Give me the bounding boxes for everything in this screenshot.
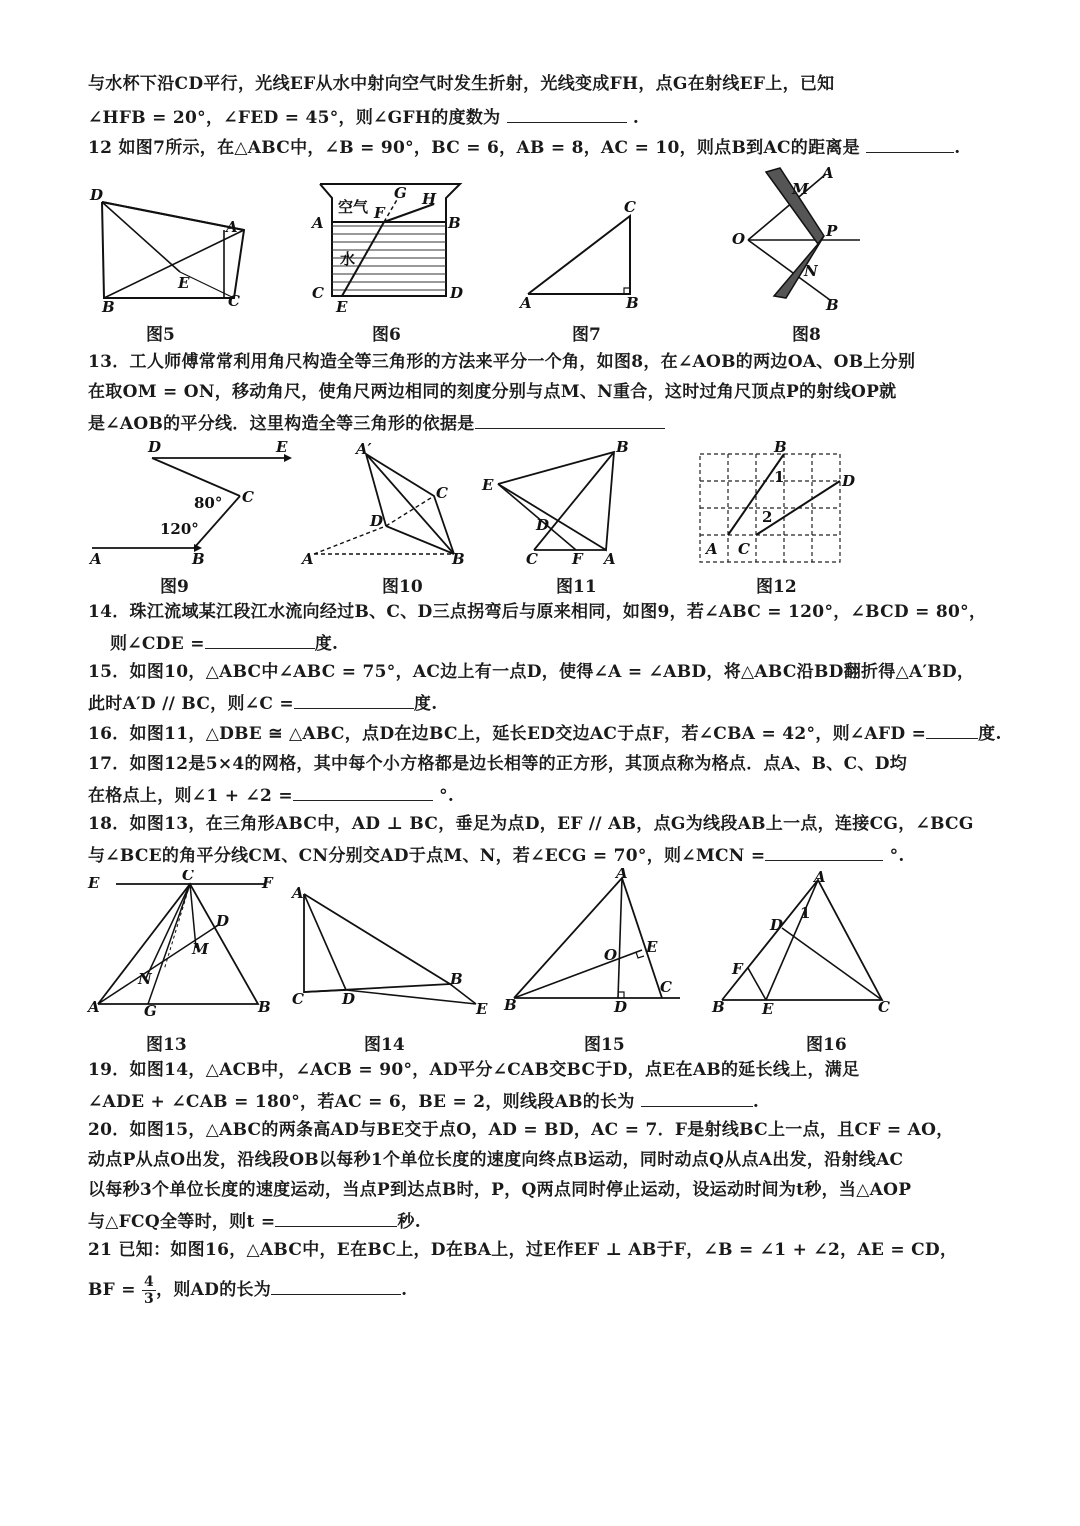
q13-line3: 是∠AOB的平分线．这里构造全等三角形的依据是 — [88, 410, 665, 436]
answer-blank-14[interactable] — [205, 630, 315, 649]
caption-fig7: 图7 — [572, 325, 601, 345]
svg-text:B: B — [102, 298, 115, 316]
figure-6 — [310, 178, 470, 318]
svg-text:E: E — [276, 438, 288, 456]
q20-line3: 以每秒3个单位长度的速度运动，当点P到达点B时，P，Q两点同时停止运动，设运动时间为t秒，当△AOP — [88, 1180, 912, 1200]
figure-10 — [300, 440, 480, 570]
answer-blank-15[interactable] — [294, 690, 414, 709]
q20-line1: 20．如图15，△ABC的两条高AD与BE交于点O，AD = BD，AC = 7．F是射线BC上一点，且CF = AO， — [88, 1120, 954, 1140]
svg-text:E: E — [178, 274, 190, 292]
caption-fig15: 图15 — [584, 1035, 625, 1055]
svg-text:A′: A′ — [356, 440, 372, 458]
svg-text:D: D — [370, 512, 384, 530]
svg-text:A: A — [616, 868, 628, 882]
q17-line1: 17．如图12是5×4的网格，其中每个小方格都是边长相等的正方形，其顶点称为格点．点A、B、C、D均 — [88, 754, 908, 774]
figure-9 — [88, 436, 298, 572]
answer-blank-16[interactable] — [926, 720, 978, 739]
svg-text:A: A — [706, 540, 718, 558]
answer-blank-13[interactable] — [475, 410, 665, 429]
svg-text:A: A — [88, 998, 100, 1016]
q21-line1: 21 已知：如图16，△ABC中，E在BC上，D在BA上，过E作EF ⊥ AB于F，∠B = ∠1 + ∠2，AE = CD， — [88, 1240, 958, 1260]
q19-line2: ∠ADE + ∠CAB = 180°，若AC = 6，BE = 2，则线段AB的长为 . — [88, 1088, 759, 1114]
answer-blank-12[interactable] — [866, 134, 954, 153]
svg-text:C: C — [526, 550, 538, 568]
svg-text:1: 1 — [774, 468, 785, 486]
answer-blank-17[interactable] — [293, 782, 433, 801]
svg-text:C: C — [292, 990, 304, 1008]
q11-line2: ∠HFB = 20°，∠FED = 45°，则∠GFH的度数为 . — [88, 104, 639, 130]
svg-text:120°: 120° — [160, 520, 199, 538]
svg-text:C: C — [242, 488, 254, 506]
fraction-4-3: $\frac{4}{3}$ — [144, 1274, 155, 1307]
svg-text:M: M — [792, 180, 809, 198]
svg-text:D: D — [342, 990, 356, 1008]
q16-line: 16．如图11，△DBE ≅ △ABC，点D在边BC上，延长ED交边AC于点F，若∠CBA = 42°，则∠AFD = 度. — [88, 720, 1002, 746]
svg-text:水: 水 — [340, 250, 356, 268]
svg-text:2: 2 — [762, 508, 773, 526]
figure-15 — [500, 868, 690, 1018]
svg-text:B: B — [774, 440, 787, 456]
svg-text:80°: 80° — [194, 494, 223, 512]
caption-fig5: 图5 — [146, 325, 175, 345]
svg-text:D: D — [450, 284, 464, 302]
figure-14 — [290, 880, 500, 1020]
figure-7 — [516, 196, 646, 316]
figure-8 — [726, 164, 876, 314]
svg-text:N: N — [804, 262, 818, 280]
figure-5 — [84, 180, 254, 320]
caption-fig9: 图9 — [160, 577, 189, 597]
q14-line1: 14．珠江流域某江段江水流向经过B、C、D三点拐弯后与原来相同，如图9，若∠ABC = 120°，∠BCD = 80°， — [88, 602, 987, 622]
svg-text:E: E — [476, 1000, 488, 1018]
q13-line1: 13．工人师傅常常利用角尺构造全等三角形的方法来平分一个角，如图8，在∠AOB的两边OA、OB上分别 — [88, 352, 916, 372]
caption-fig12: 图12 — [756, 577, 797, 597]
caption-fig8: 图8 — [792, 325, 821, 345]
svg-text:E: E — [336, 298, 348, 316]
svg-text:C: C — [228, 292, 240, 310]
svg-text:A: A — [520, 294, 532, 312]
caption-fig10: 图10 — [382, 577, 423, 597]
svg-text:B: B — [626, 294, 639, 312]
caption-fig16: 图16 — [806, 1035, 847, 1055]
svg-text:A: A — [822, 164, 834, 182]
svg-text:D: D — [770, 916, 784, 934]
answer-blank-19[interactable] — [641, 1088, 753, 1107]
svg-text:B: B — [616, 438, 629, 456]
q12-line: 12 如图7所示，在△ABC中，∠B = 90°，BC = 6，AB = 8，AC = 10，则点B到AC的距离是 . — [88, 134, 960, 160]
svg-text:A: A — [90, 550, 102, 568]
svg-text:A: A — [604, 550, 616, 568]
svg-text:B: B — [258, 998, 271, 1016]
caption-fig6: 图6 — [372, 325, 401, 345]
svg-text:B: B — [192, 550, 205, 568]
svg-text:C: C — [182, 870, 194, 884]
svg-text:N: N — [138, 970, 152, 988]
figure-12 — [690, 440, 860, 570]
svg-text:B: B — [448, 214, 461, 232]
q17-line2: 在格点上，则∠1 + ∠2 = °. — [88, 782, 454, 808]
q18-line2: 与∠BCE的角平分线CM、CN分别交AD于点M、N，若∠ECG = 70°，则∠MCN = °. — [88, 842, 905, 868]
svg-text:D: D — [90, 186, 104, 204]
figure-13 — [86, 870, 286, 1020]
svg-text:B: B — [712, 998, 725, 1016]
svg-text:C: C — [878, 998, 890, 1016]
caption-fig11: 图11 — [556, 577, 597, 597]
figure-16 — [710, 870, 890, 1018]
svg-text:C: C — [312, 284, 324, 302]
q19-line1: 19．如图14，△ACB中，∠ACB = 90°，AD平分∠CAB交BC于D，点E在AB的延长线上，满足 — [88, 1060, 860, 1080]
svg-text:C: C — [624, 198, 636, 216]
svg-text:F: F — [732, 960, 743, 978]
answer-blank-20[interactable] — [275, 1208, 397, 1227]
svg-text:A: A — [226, 218, 238, 236]
svg-text:A: A — [302, 550, 314, 568]
q11-line1: 与水杯下沿CD平行，光线EF从水中射向空气时发生折射，光线变成FH，点G在射线EF上，已知 — [88, 74, 835, 94]
svg-text:D: D — [216, 912, 230, 930]
answer-blank-21[interactable] — [271, 1276, 401, 1295]
q14-line2: 则∠CDE = 度. — [110, 630, 338, 656]
svg-text:E: E — [88, 874, 100, 892]
q20-line2: 动点P从点O出发，沿线段OB以每秒1个单位长度的速度向终点B运动，同时动点Q从点A出发，沿射线AC — [88, 1150, 904, 1170]
svg-text:C: C — [738, 540, 750, 558]
svg-text:空气: 空气 — [338, 198, 369, 216]
svg-text:B: B — [504, 996, 517, 1014]
svg-text:O: O — [604, 946, 618, 964]
svg-text:B: B — [452, 550, 465, 568]
svg-text:C: C — [660, 978, 672, 996]
svg-text:G: G — [144, 1002, 157, 1020]
q21-line2: BF = $\frac{4}{3}$ ，则AD的长为 . — [88, 1274, 408, 1307]
svg-text:D: D — [148, 438, 162, 456]
figure-11 — [478, 438, 648, 570]
svg-text:C: C — [436, 484, 448, 502]
svg-text:G: G — [394, 184, 407, 202]
svg-text:D: D — [614, 998, 628, 1016]
answer-blank-11[interactable] — [507, 104, 627, 123]
caption-fig14: 图14 — [364, 1035, 405, 1055]
svg-text:B: B — [450, 970, 463, 988]
svg-text:B: B — [826, 296, 839, 314]
svg-text:E: E — [762, 1000, 774, 1018]
svg-text:M: M — [192, 940, 209, 958]
svg-text:A: A — [312, 214, 324, 232]
svg-text:F: F — [374, 204, 385, 222]
svg-text:F: F — [262, 874, 273, 892]
svg-text:E: E — [482, 476, 494, 494]
caption-fig13: 图13 — [146, 1035, 187, 1055]
svg-text:P: P — [826, 222, 838, 240]
q15-line1: 15．如图10，△ABC中∠ABC = 75°，AC边上有一点D，使得∠A = ∠ABD，将△ABC沿BD翻折得△A′BD， — [88, 662, 975, 682]
svg-text:H: H — [422, 190, 437, 208]
q13-line2: 在取OM = ON，移动角尺，使角尺两边相同的刻度分别与点M、N重合，这时过角尺顶点P的射线OP就 — [88, 382, 897, 402]
svg-text:E: E — [646, 938, 658, 956]
svg-text:D: D — [842, 472, 856, 490]
answer-blank-18[interactable] — [765, 842, 883, 861]
q18-line1: 18．如图13，在三角形ABC中，AD ⊥ BC，垂足为点D，EF // AB，点G为线段AB上一点，连接CG，∠BCG — [88, 814, 974, 834]
svg-text:O: O — [732, 230, 746, 248]
q20-line4: 与△FCQ全等时，则t = 秒. — [88, 1208, 421, 1234]
svg-text:A: A — [814, 870, 826, 886]
svg-text:1: 1 — [800, 904, 811, 922]
svg-text:A: A — [292, 884, 304, 902]
svg-text:D: D — [536, 516, 550, 534]
svg-text:F: F — [572, 550, 583, 568]
q15-line2: 此时A′D // BC，则∠C = 度. — [88, 690, 437, 716]
